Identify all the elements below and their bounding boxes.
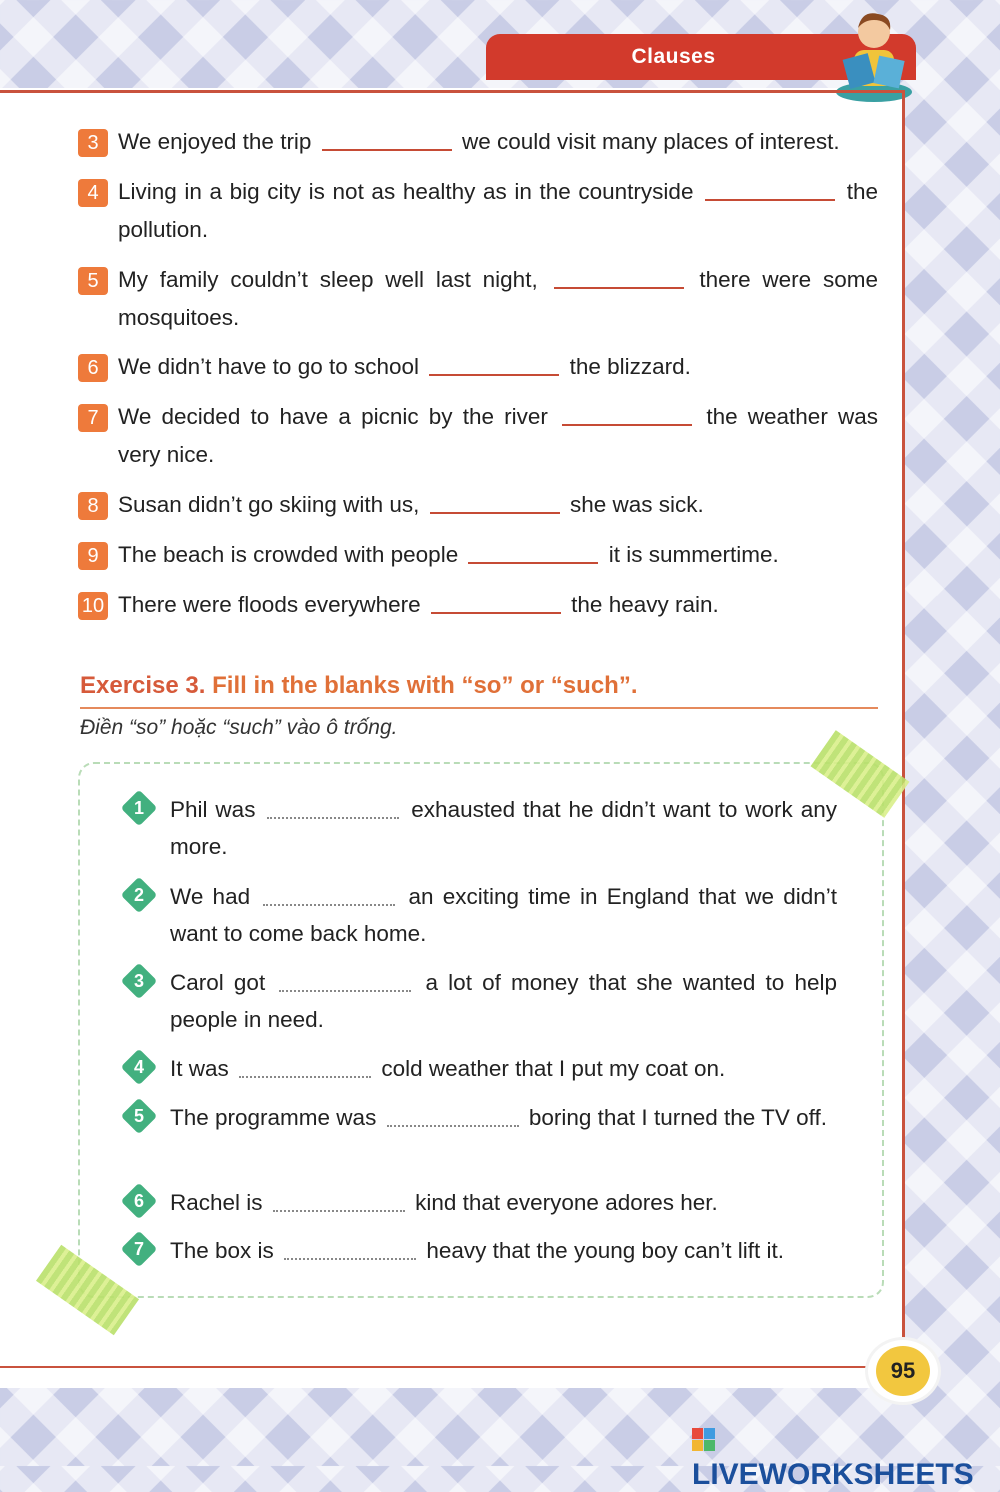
answer-blank[interactable] <box>279 989 411 992</box>
answer-blank[interactable] <box>468 561 598 564</box>
page-number-badge <box>868 1340 938 1402</box>
item-text: It was <box>170 1056 229 1081</box>
question-5 <box>78 261 878 337</box>
item-text: a lot of money that she wanted to help people in need. <box>170 970 837 1032</box>
question-number: 3 <box>78 129 108 157</box>
question-text: My family couldn’t sleep well last night, <box>118 267 538 292</box>
item-text: an exciting time in England that we didn’t want to come back home. <box>170 884 837 946</box>
brand-text: LIVEWORKSHEETS <box>692 1458 974 1491</box>
answer-blank[interactable] <box>263 903 395 906</box>
answer-blank[interactable] <box>322 148 452 151</box>
item-text: The box is <box>170 1238 274 1263</box>
question-text: We didn’t have to go to school <box>118 354 420 379</box>
right-rule <box>902 90 905 1390</box>
question-text: Susan didn’t go skiing with us, <box>118 492 420 517</box>
page-number: 95 <box>876 1346 930 1396</box>
question-text: There were floods everywhere <box>118 592 421 617</box>
item-text: kind that everyone adores her. <box>415 1190 718 1215</box>
answer-blank[interactable] <box>431 611 561 614</box>
question-text: the blizzard. <box>569 354 691 379</box>
question-text: the pollution. <box>118 179 878 242</box>
answer-blank[interactable] <box>284 1257 416 1260</box>
answer-blank[interactable] <box>239 1075 371 1078</box>
answer-blank[interactable] <box>267 816 399 819</box>
question-number: 7 <box>78 404 108 432</box>
item-text: The programme was <box>170 1105 377 1130</box>
item-number-badge: 1 <box>121 790 158 827</box>
question-text: we could visit many places of interest. <box>461 129 840 154</box>
heading-underline <box>80 707 878 709</box>
item-text: boring that I turned the TV off. <box>528 1105 827 1130</box>
question-text: We decided to have a picnic by the river <box>118 404 548 429</box>
question-text: We enjoyed the trip <box>118 129 312 154</box>
item-text: Carol got <box>170 970 266 995</box>
liveworksheets-icon <box>692 1428 716 1452</box>
question-10 <box>78 586 878 624</box>
page-title: Clauses <box>631 45 716 68</box>
answer-blank[interactable] <box>554 286 684 289</box>
top-rule <box>0 90 905 93</box>
bottom-rule <box>0 1366 870 1368</box>
item-text: exhausted that he didn’t want to work any more. <box>170 797 837 859</box>
so-such-item-7 <box>122 1232 837 1269</box>
answer-blank[interactable] <box>387 1124 519 1127</box>
so-such-item-3 <box>122 964 837 1038</box>
exercise-label: Exercise 3. <box>80 672 206 699</box>
question-7 <box>78 398 878 474</box>
answer-blank[interactable] <box>430 511 560 514</box>
question-6 <box>78 348 878 386</box>
so-such-item-1 <box>122 791 837 865</box>
exercise-subtitle: Điền “so” hoặc “such” vào ô trống. <box>80 716 398 739</box>
question-8 <box>78 486 878 524</box>
question-number: 9 <box>78 542 108 570</box>
so-such-item-6 <box>122 1184 837 1221</box>
question-text: the heavy rain. <box>571 592 719 617</box>
item-text: We had <box>170 884 251 909</box>
question-text: there were some mosquitoes. <box>118 267 878 330</box>
item-number-badge: 2 <box>121 877 158 914</box>
question-number: 4 <box>78 179 108 207</box>
item-text: Phil was <box>170 797 256 822</box>
item-number-badge: 6 <box>121 1183 158 1220</box>
question-text: it is summertime. <box>608 542 779 567</box>
question-text: the weather was very nice. <box>118 404 878 467</box>
question-text: she was sick. <box>569 492 704 517</box>
item-text: Rachel is <box>170 1190 263 1215</box>
question-9 <box>78 536 878 574</box>
question-number: 5 <box>78 267 108 295</box>
so-such-item-4 <box>122 1050 837 1087</box>
answer-blank[interactable] <box>273 1209 405 1212</box>
question-number: 8 <box>78 492 108 520</box>
question-3 <box>78 123 878 161</box>
exercise-instruction: Fill in the blanks with “so” or “such”. <box>212 672 638 699</box>
so-such-item-5 <box>122 1099 837 1136</box>
item-number-badge: 3 <box>121 963 158 1000</box>
question-number: 6 <box>78 354 108 382</box>
boy-reading-illustration <box>832 4 916 104</box>
question-text: The beach is crowded with people <box>118 542 459 567</box>
item-number-badge: 4 <box>121 1049 158 1086</box>
answer-blank[interactable] <box>705 198 835 201</box>
item-text: cold weather that I put my coat on. <box>381 1056 726 1081</box>
so-such-item-2 <box>122 878 837 952</box>
question-number: 10 <box>78 592 108 620</box>
answer-blank[interactable] <box>429 373 559 376</box>
answer-blank[interactable] <box>562 423 692 426</box>
liveworksheets-logo[interactable] <box>692 1424 1000 1492</box>
item-number-badge: 7 <box>121 1231 158 1268</box>
question-text: Living in a big city is not as healthy as in the countryside <box>118 179 694 204</box>
exercise-3-heading <box>80 672 638 700</box>
item-text: heavy that the young boy can’t lift it. <box>426 1238 785 1263</box>
question-4 <box>78 173 878 249</box>
item-number-badge: 5 <box>121 1098 158 1135</box>
